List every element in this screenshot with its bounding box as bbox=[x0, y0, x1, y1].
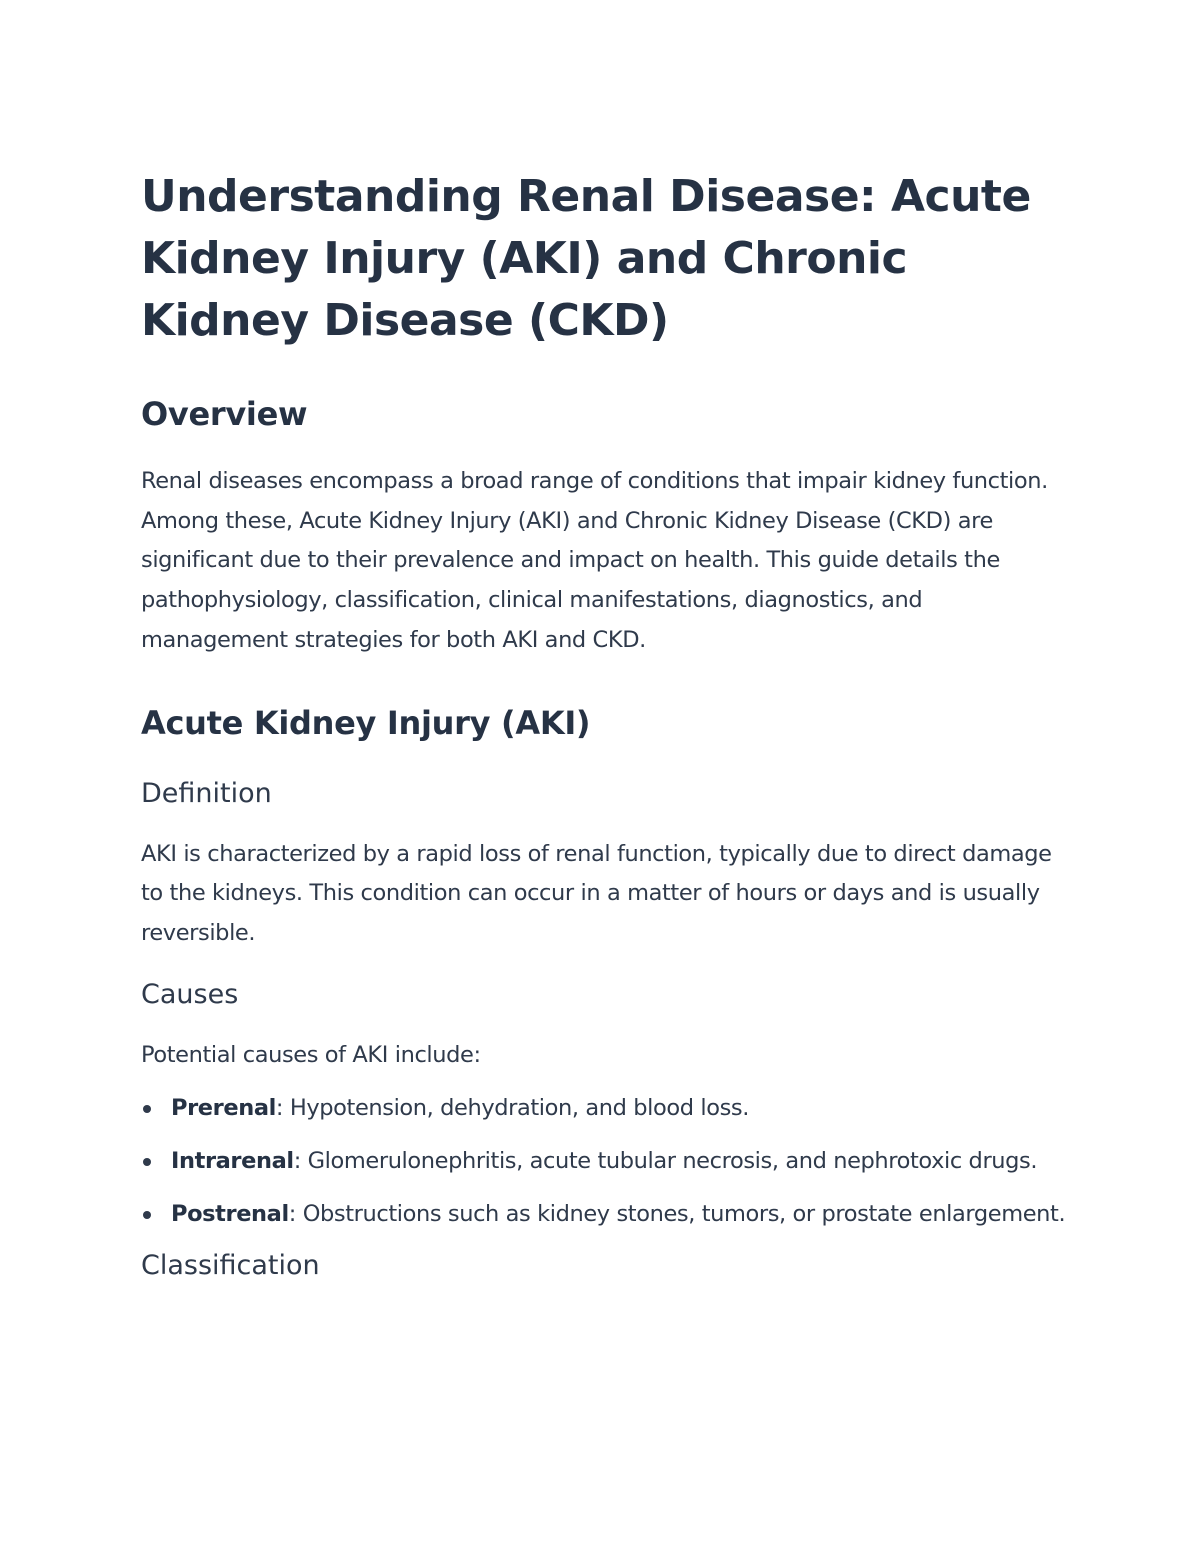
list-item-text: : Hypotension, dehydration, and blood loss. bbox=[275, 1095, 749, 1122]
classification-heading: Classification bbox=[141, 1250, 320, 1282]
definition-paragraph: AKI is characterized by a rapid loss of renal function, typically due to direct damage to the kidneys. This condition can occur in a matter of hours or days and is usually reversible. bbox=[141, 840, 1052, 946]
definition-heading: Definition bbox=[141, 777, 272, 809]
bullet-icon bbox=[143, 1105, 151, 1113]
list-item-prerenal bbox=[141, 1089, 1071, 1129]
bullet-icon bbox=[143, 1211, 151, 1219]
aki-heading: Acute Kidney Injury (AKI) bbox=[141, 703, 591, 742]
list-item-term: Intrarenal bbox=[171, 1148, 294, 1175]
list-item-term: Prerenal bbox=[171, 1095, 276, 1122]
list-item-term: Postrenal bbox=[171, 1200, 289, 1227]
document-page bbox=[141, 166, 1071, 1285]
causes-list bbox=[141, 1089, 1071, 1234]
bullet-icon bbox=[143, 1158, 151, 1166]
list-item-intrarenal bbox=[141, 1142, 1071, 1182]
causes-heading: Causes bbox=[141, 978, 239, 1010]
overview-paragraph: Renal diseases encompass a broad range of conditions that impair kidney function. Among these, Acute Kidney Injury (AKI) and Chronic Kidney Disease (CKD) are significant due to their prevalence and impact on health. This guide details the pathophysiology, classification, clinical manifestations, diagnostics, and management strategies for both AKI and CKD. bbox=[141, 468, 1048, 653]
overview-heading: Overview bbox=[141, 395, 308, 433]
causes-intro: Potential causes of AKI include: bbox=[141, 1041, 481, 1068]
list-item-postrenal bbox=[141, 1195, 1071, 1235]
list-item-text: : Glomerulonephritis, acute tubular necrosis, and nephrotoxic drugs. bbox=[293, 1148, 1038, 1175]
list-item-text: : Obstructions such as kidney stones, tumors, or prostate enlargement. bbox=[288, 1200, 1066, 1227]
document-title: Understanding Renal Disease: Acute Kidney Injury (AKI) and Chronic Kidney Disease (CKD) bbox=[141, 171, 1031, 346]
